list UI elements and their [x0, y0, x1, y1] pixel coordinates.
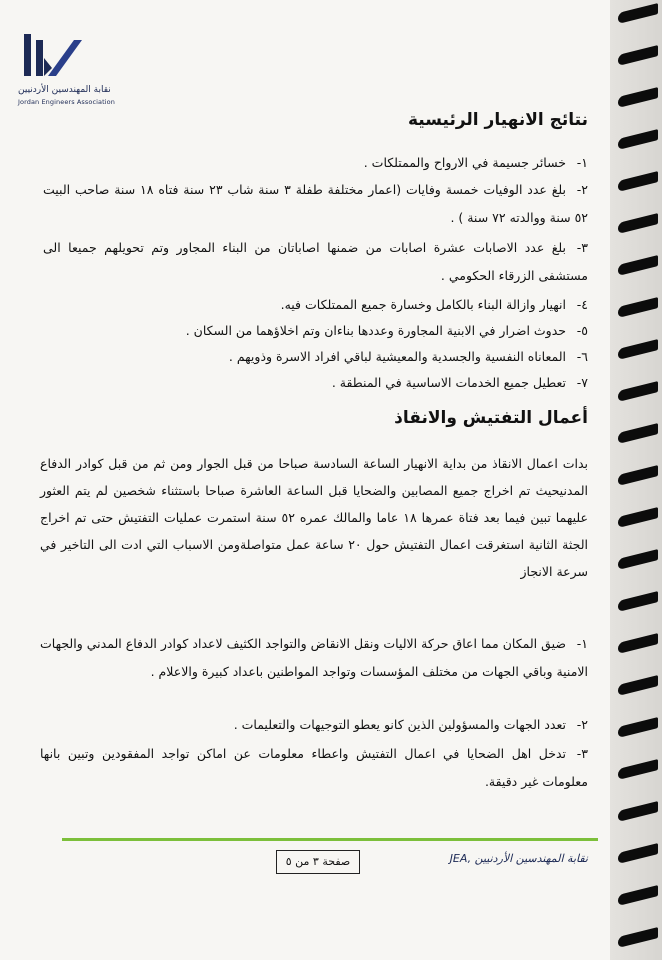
spiral-binding: [610, 0, 662, 960]
logo-arabic-name: نقابة المهندسين الأردنيين: [18, 85, 111, 95]
binding-ring-icon: [618, 171, 658, 192]
binding-ring-icon: [618, 549, 658, 570]
binding-ring-icon: [618, 255, 658, 276]
binding-ring-icon: [618, 885, 658, 906]
binding-ring-icon: [618, 87, 658, 108]
list-item: ٢-تعدد الجهات والمسؤولين الذين كانو يعطو التوجيهات والتعليمات .: [233, 717, 588, 732]
binding-ring-icon: [618, 591, 658, 612]
section-heading-collapse-results: نتائج الانهيار الرئيسية: [407, 110, 588, 130]
list-item: ٣-بلغ عدد الاصابات عشرة اصابات من ضمنها اصاباتان من البناء المجاور وتم تحويلهم جميعا الى مستشفى الزرقاء الحكومي .: [43, 240, 588, 283]
page-number: صفحة ٣ من ٥: [276, 850, 360, 874]
binding-ring-icon: [618, 339, 658, 360]
binding-ring-icon: [618, 927, 658, 948]
binding-ring-icon: [618, 423, 658, 444]
binding-ring-icon: [618, 45, 658, 66]
list-item: ٥-حدوث اضرار في الابنية المجاورة وعددها بناءان وتم اخلاؤهما من السكان .: [185, 323, 588, 338]
binding-ring-icon: [618, 717, 658, 738]
list-item: ٢-بلغ عدد الوفيات خمسة وفايات (اعمار مختلفة طفلة ٣ سنة شاب ٢٣ سنة فتاه ١٨ سنة صاحب البيت ٥٢ سنة ووالدته ٧٢ سنة ) .: [43, 182, 588, 225]
list-item: ٤-انهيار وازالة البناء بالكامل وخسارة جميع الممتلكات فيه.: [280, 297, 588, 312]
jea-logo: [18, 30, 148, 120]
list-item: ٣-تدخل اهل الضحايا في اعمال التفتيش واعطاء معلومات عن اماكن تواجد المفقودين وتبين بانها معلومات غير دقيقة.: [40, 746, 588, 789]
binding-ring-icon: [618, 675, 658, 696]
binding-ring-icon: [618, 759, 658, 780]
binding-ring-icon: [618, 465, 658, 486]
footer-divider: [62, 838, 598, 841]
binding-ring-icon: [618, 633, 658, 654]
binding-ring-icon: [618, 129, 658, 150]
logo-english-name: Jordan Engineers Association: [18, 98, 115, 106]
jea-logo-icon: [22, 30, 84, 82]
binding-ring-icon: [618, 801, 658, 822]
section-heading-search-rescue: أعمال التفتيش والانقاذ: [394, 408, 588, 428]
list-item: ٦-المعاناه النفسية والجسدية والمعيشية لباقي افراد الاسرة وذويهم .: [228, 349, 588, 364]
binding-ring-icon: [618, 213, 658, 234]
list-item: ١-خسائر جسيمة في الارواح والممتلكات .: [363, 155, 588, 170]
binding-ring-icon: [618, 3, 658, 24]
list-item: ١-ضيق المكان مما اعاق حركة الاليات ونقل الانقاض والتواجد الكثيف لاعداد كوادر الدفاع المدني والجهات الامنية وباقي الجهات من مختلف المؤسسات وتواجد المواطنين باعداد كبيرة والاعلام .: [40, 636, 588, 679]
section-paragraph: بدات اعمال الانقاذ من بداية الانهيار الساعة السادسة صباحا من قبل الجوار ومن ثم من قبل كوادر الدفاع المدنيحيث تم اخراج جميع المصابين والضحايا قبل الساعة العاشرة صباحا باستثناء شخصين لم يتم العثور عليهما تبين فيما بعد فتاة عمرها ١٨ عاما والمالك عمره ٥٢ سنة استمرت عمليات التفتيش حتى تم اخراج الجثة الثانية استغرقت اعمال التفتيش حول ٢٠ ساعة عمل متواصلةومن الاسباب التي ادت الى التاخير في سرعة الانجاز: [40, 456, 589, 579]
binding-ring-icon: [618, 297, 658, 318]
binding-ring-icon: [618, 843, 658, 864]
footer-brand: JEA, نقابة المهندسين الأردنيين: [449, 852, 588, 865]
binding-ring-icon: [618, 507, 658, 528]
list-item: ٧-تعطيل جميع الخدمات الاساسية في المنطقة .: [331, 375, 588, 390]
binding-ring-icon: [618, 381, 658, 402]
